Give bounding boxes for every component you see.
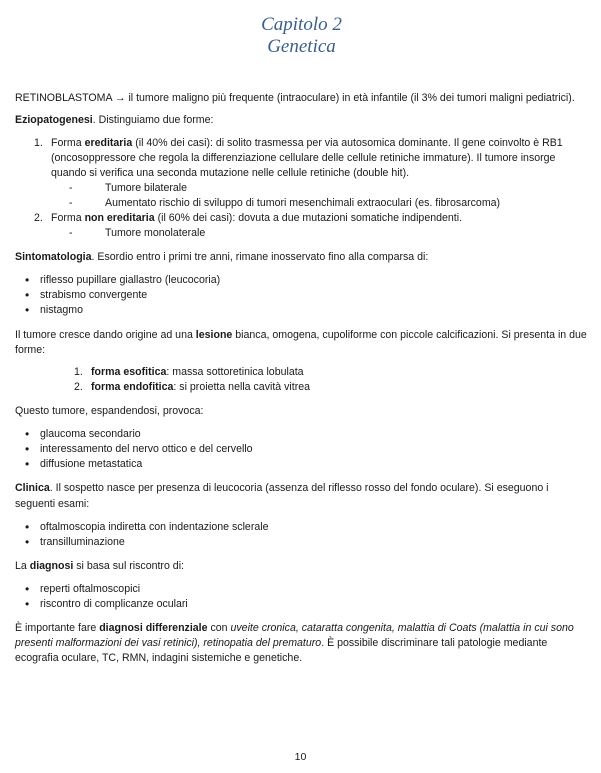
differenziale-paragraph xyxy=(15,621,588,666)
intro-text: il tumore maligno più frequente (intraoculare) in età infantile (il 3% dei tumori maligni pediatrici). xyxy=(128,91,575,104)
chapter-title: Genetica xyxy=(267,36,336,58)
document-page xyxy=(15,14,588,666)
crescita-prefix: Il tumore cresce dando origine ad una xyxy=(15,329,196,342)
item-text: : si proietta nella cavità vitrea xyxy=(173,381,311,394)
diagnosis-list xyxy=(15,582,588,612)
intro-paragraph xyxy=(15,91,588,106)
page-number: 10 xyxy=(294,751,307,763)
diagnosi-paragraph xyxy=(15,559,588,574)
item-number: 1. xyxy=(34,136,43,149)
clinica-text: . Il sospetto nasce per presenza di leucocoria (assenza del riflesso rosso del fondo oculare). Si eseguono i seguenti esami: xyxy=(15,482,549,510)
clinica-paragraph xyxy=(15,481,588,511)
sub-item: - Tumore bilaterale xyxy=(69,181,588,196)
list-item: • reperti oftalmoscopici xyxy=(15,582,588,597)
item-prefix: Forma xyxy=(51,136,85,149)
list-item: • strabismo convergente xyxy=(15,288,588,303)
eziopatogenesi-paragraph xyxy=(15,113,588,128)
list-item: • oftalmoscopia indiretta con indentazione sclerale xyxy=(15,520,588,535)
intro-term: RETINOBLASTOMA xyxy=(15,91,112,104)
list-item xyxy=(15,136,588,211)
list-item: • transilluminazione xyxy=(15,535,588,550)
exams-list xyxy=(15,520,588,550)
sintomatologia-label: Sintomatologia xyxy=(15,251,92,264)
diagnosi-text: si basa sul riscontro di: xyxy=(73,559,184,572)
item-number: 1. xyxy=(74,366,83,379)
list-item xyxy=(15,380,588,395)
list-item: • diffusione metastatica xyxy=(15,457,588,472)
item-bold: ereditaria xyxy=(84,136,133,149)
differenziale-mid: con xyxy=(207,621,231,634)
list-item: • riflesso pupillare giallastro (leucocoria) xyxy=(15,273,588,288)
sintomatologia-paragraph xyxy=(15,250,588,265)
list-item: • glaucoma secondario xyxy=(15,427,588,442)
item-bold: non ereditaria xyxy=(84,212,155,225)
item-bold: forma endofitica xyxy=(91,381,174,394)
crescita-paragraph xyxy=(15,328,588,358)
list-item: • nistagmo xyxy=(15,303,588,318)
arrow-icon: → xyxy=(114,91,126,104)
diagnosi-prefix: La xyxy=(15,559,30,572)
espansione-paragraph: Questo tumore, espandendosi, provoca: xyxy=(15,405,204,418)
crescita-bold: lesione xyxy=(195,329,233,342)
differenziale-prefix: È importante fare xyxy=(15,621,100,634)
differenziale-italic: uveite cronica, cataratta congenita, malattia di Coats (malattia in cui sono presenti malformazioni dei vasi retinici), retinopatia del prematuro xyxy=(15,621,574,649)
differenziale-bold: diagnosi differenziale xyxy=(99,621,208,634)
item-text: : massa sottoretinica lobulata xyxy=(166,366,304,379)
eziopatogenesi-label: Eziopatogenesi xyxy=(15,113,93,126)
chapter-heading xyxy=(15,14,588,59)
list-item xyxy=(15,211,588,241)
diagnosi-bold: diagnosi xyxy=(29,559,74,572)
item-text: (il 40% dei casi): di solito trasmessa per via autosomica dominante. Il gene coinvolto è RB1 (oncosoppressore che regola la differenziazione cellulare delle cellule retiniche immature). Il tumore insorge quando si verifica una seconda mutazione nelle cellule retiniche (double hit). xyxy=(51,136,563,179)
list-item: • riscontro di complicanze oculari xyxy=(15,597,588,612)
item-number: 2. xyxy=(34,212,43,225)
clinica-label: Clinica xyxy=(15,482,50,495)
item-number: 2. xyxy=(74,381,83,394)
sub-list xyxy=(69,226,588,241)
list-item: • interessamento del nervo ottico e del cervello xyxy=(15,442,588,457)
sintomatologia-text: . Esordio entro i primi tre anni, rimane inosservato fino alla comparsa di: xyxy=(91,251,429,264)
item-bold: forma esofitica xyxy=(91,366,167,379)
differenziale-post: . È possibile discriminare tali patologie mediante ecografia oculare, TC, RMN, indagini sistemiche e genetiche. xyxy=(15,636,548,664)
forms-list xyxy=(15,136,588,241)
list-item xyxy=(15,365,588,380)
item-prefix: Forma xyxy=(51,212,85,225)
sub-item: - Tumore monolaterale xyxy=(69,226,588,241)
crescita-text: bianca, omogena, cupoliforme con piccole calcificazioni. Si presenta in due forme: xyxy=(15,329,587,357)
tumor-forms-list xyxy=(15,365,588,395)
symptoms-list xyxy=(15,273,588,318)
chapter-number: Capitolo 2 xyxy=(261,14,342,35)
complications-list xyxy=(15,427,588,472)
eziopatogenesi-text: . Distinguiamo due forme: xyxy=(92,113,214,126)
item-text: (il 60% dei casi): dovuta a due mutazioni somatiche indipendenti. xyxy=(154,212,463,225)
sub-item: - Aumentato rischio di sviluppo di tumori mesenchimali extraoculari (es. fibrosarcoma) xyxy=(69,196,588,211)
sub-list xyxy=(69,181,588,211)
